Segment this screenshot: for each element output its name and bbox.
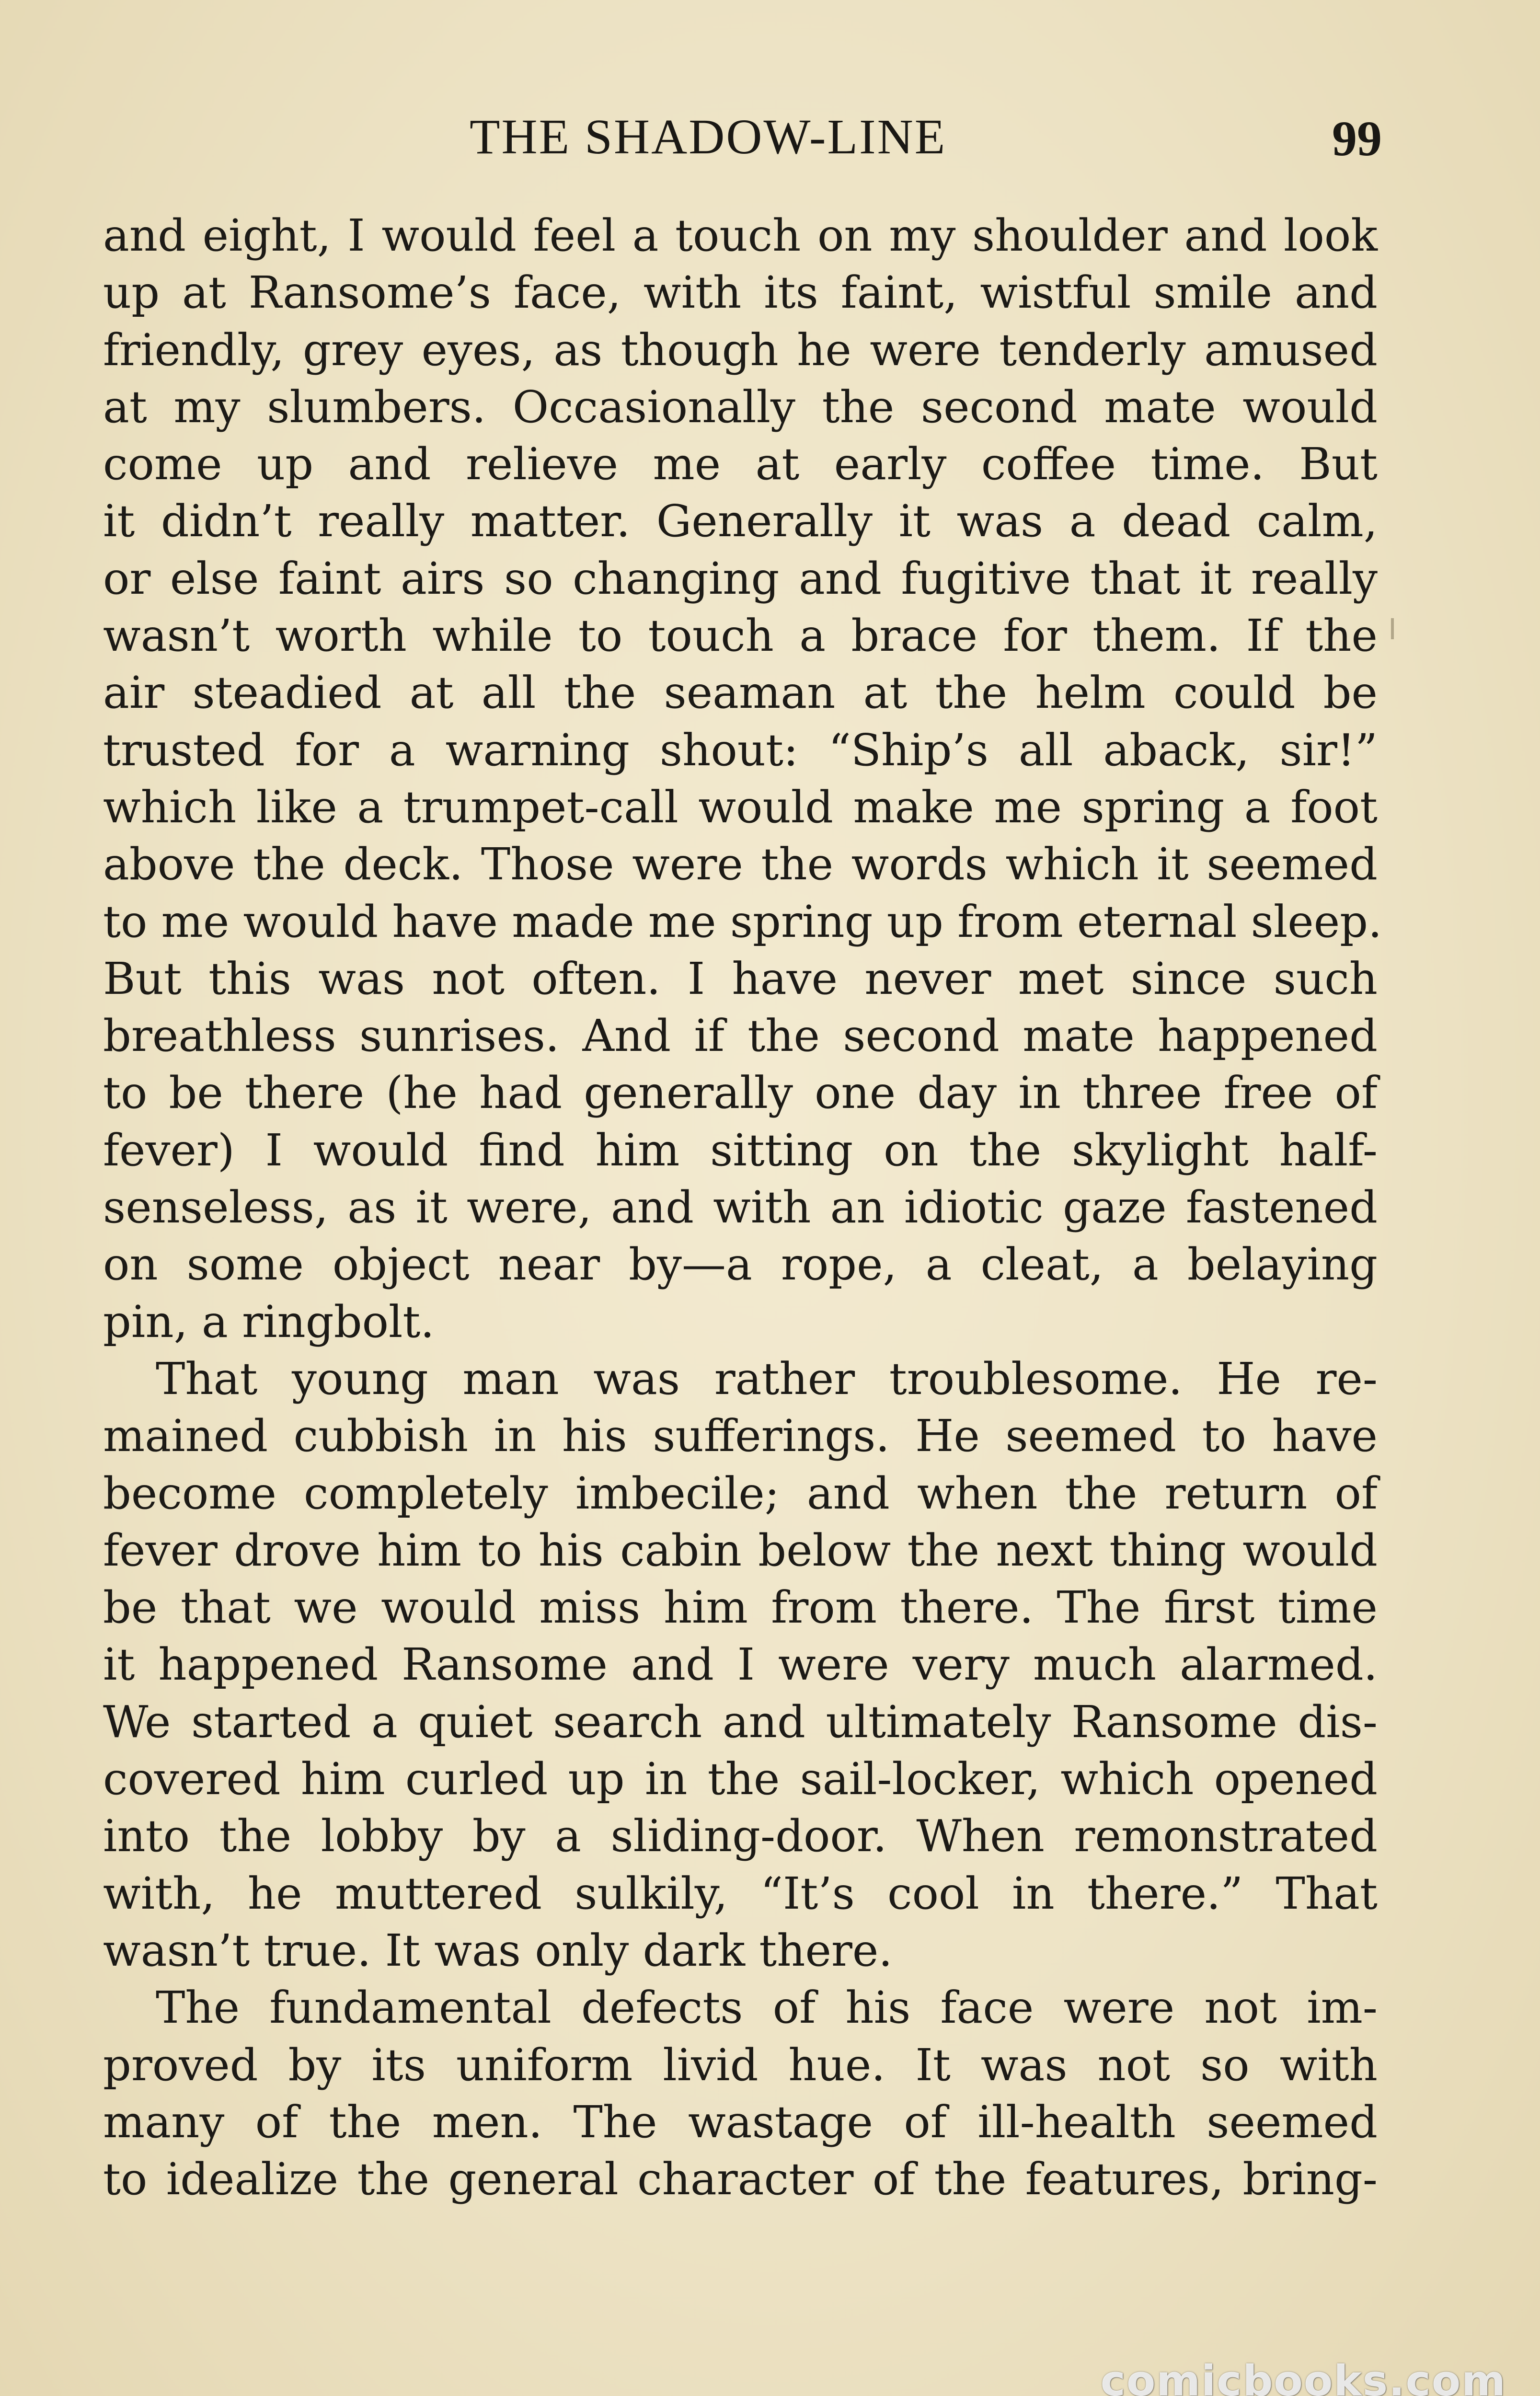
text-line: fever drove him to his cabin below the next thing would (103, 1524, 1378, 1576)
text-line: senseless, as it were, and with an idiotic gaze fastened (103, 1182, 1378, 1233)
paragraph-end-line: wasn’t true. It was only dark there. (103, 1924, 893, 1976)
text-line: friendly, grey eyes, as though he were tenderly amused (103, 324, 1378, 376)
text-line: on some object near by—a rope, a cleat, a belaying (103, 1239, 1378, 1290)
page-number: 99 (1332, 111, 1382, 166)
text-line: into the lobby by a sliding-door. When remonstrated (103, 1810, 1378, 1862)
text-line: many of the men. The wastage of ill-health seemed (103, 2096, 1378, 2148)
text-line: to me would have made me spring up from eternal sleep. (103, 896, 1382, 947)
text-line: it happened Ransome and I were very much alarmed. (103, 1639, 1378, 1691)
text-line: at my slumbers. Occasionally the second mate would (103, 381, 1378, 433)
running-title: THE SHADOW-LINE (470, 109, 947, 164)
running-head (105, 108, 1382, 171)
text-line: trusted for a warning shout: “Ship’s all aback, sir!” (103, 724, 1378, 776)
text-line: wasn’t worth while to touch a brace for them. If the (103, 610, 1378, 662)
text-line: be that we would miss him from there. The first time (103, 1582, 1378, 1634)
margin-mark (1391, 618, 1394, 639)
text-line: mained cubbish in his sufferings. He seemed to have (103, 1410, 1378, 1462)
text-line: to be there (he had generally one day in three free of (103, 1067, 1378, 1119)
text-line: come up and relieve me at early coffee time. But (103, 438, 1378, 490)
text-line: it didn’t really matter. Generally it was a dead calm, (103, 495, 1378, 547)
text-line: which like a trumpet-call would make me spring a foot (103, 781, 1378, 833)
paragraph-end-line: pin, a ringbolt. (103, 1296, 435, 1348)
paragraph-start-line: That young man was rather troublesome. He re- (156, 1353, 1378, 1405)
text-line: above the deck. Those were the words which it seemed (103, 839, 1378, 890)
paragraph-start-line: The fundamental defects of his face were not im- (156, 1982, 1378, 2034)
text-line: air steadied at all the seaman at the helm could be (103, 667, 1378, 719)
text-line: covered him curled up in the sail-locker, which opened (103, 1753, 1378, 1805)
text-line: to idealize the general character of the features, bring- (103, 2154, 1378, 2205)
text-line: breathless sunrises. And if the second mate happened (103, 1010, 1378, 1062)
text-line: fever) I would find him sitting on the skylight half- (103, 1124, 1378, 1176)
text-line: proved by its uniform livid hue. It was not so with (103, 2039, 1378, 2091)
text-line: or else faint airs so changing and fugitive that it really (103, 553, 1378, 604)
body-text (103, 207, 1382, 2208)
text-line: up at Ransome’s face, with its faint, wistful smile and (103, 267, 1378, 319)
text-line: and eight, I would feel a touch on my shoulder and look (103, 210, 1378, 261)
text-line: with, he muttered sulkily, “It’s cool in there.” That (103, 1867, 1378, 1919)
text-line: But this was not often. I have never met since such (103, 953, 1378, 1004)
site-watermark: comicbooks.com (1100, 2356, 1506, 2396)
text-line: We started a quiet search and ultimately Ransome dis- (103, 1696, 1378, 1748)
text-line: become completely imbecile; and when the return of (103, 1467, 1378, 1519)
